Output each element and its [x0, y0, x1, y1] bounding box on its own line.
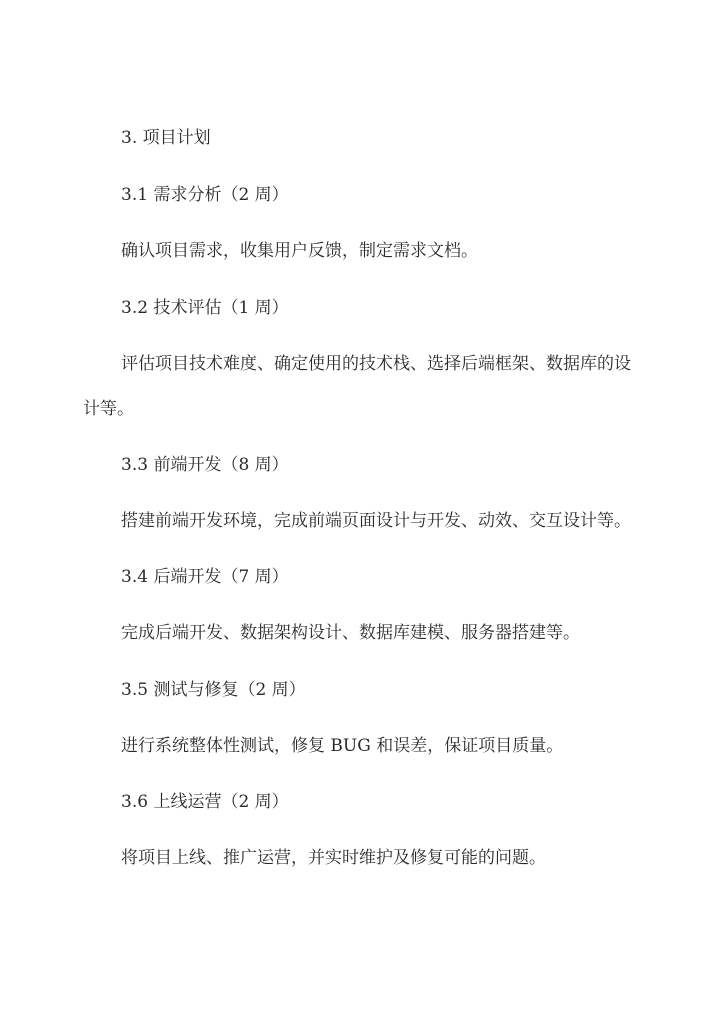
item-heading-3-1: 3.1 需求分析（2 周）: [121, 185, 289, 205]
item-heading-3-4: 3.4 后端开发（7 周）: [121, 567, 289, 587]
item-body-3-6: 将项目上线、推广运营，并实时维护及修复可能的问题。: [121, 848, 546, 868]
item-heading-3-5: 3.5 测试与修复（2 周）: [121, 680, 306, 700]
item-body-3-3: 搭建前端开发环境，完成前端页面设计与开发、动效、交互设计等。: [121, 511, 631, 531]
item-body-3-1: 确认项目需求，收集用户反馈，制定需求文档。: [121, 241, 478, 261]
item-body-3-4: 完成后端开发、数据架构设计、数据库建模、服务器搭建等。: [121, 623, 580, 643]
item-body-3-5: 进行系统整体性测试，修复 BUG 和误差，保证项目质量。: [121, 736, 564, 756]
item-heading-3-2: 3.2 技术评估（1 周）: [121, 298, 289, 318]
item-heading-3-6: 3.6 上线运营（2 周）: [121, 792, 289, 812]
item-heading-3-3: 3.3 前端开发（8 周）: [121, 455, 289, 475]
section-title: 3. 项目计划: [121, 128, 211, 148]
item-body-3-2-line2: 计等。: [83, 399, 134, 419]
item-body-3-2-line1: 评估项目技术难度、确定使用的技术栈、选择后端框架、数据库的设: [121, 354, 631, 374]
